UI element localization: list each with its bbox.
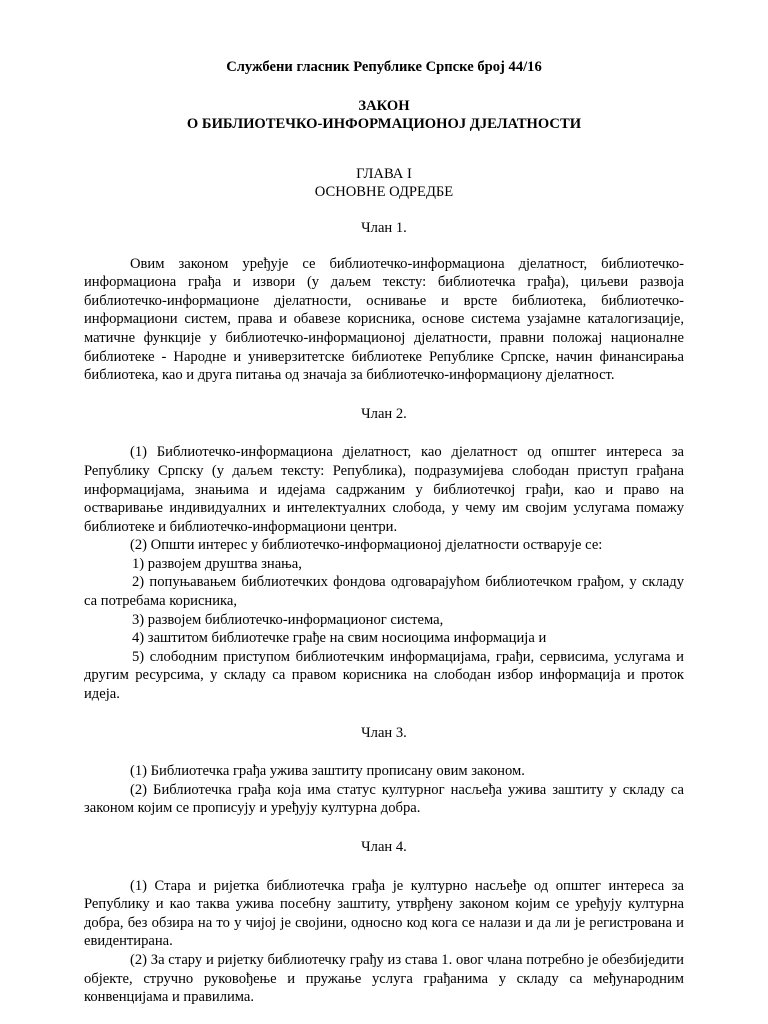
chapter-heading — [84, 165, 684, 202]
law-title — [84, 97, 684, 134]
article-2-heading: Члан 2. — [361, 405, 407, 422]
article-2-item-5: 5) слободним приступом библиотечким информацијама, грађи, сервисима, услугама и другим ресурсима, у складу са правом корисника на слободан избор информација и проток идеја. — [84, 648, 684, 703]
law-title-line-1: ЗАКОН — [358, 97, 410, 114]
article-2-item-1: 1) развојем друштва знања, — [132, 555, 302, 572]
article-2-body — [84, 443, 684, 703]
article-1-heading: Члан 1. — [361, 219, 407, 236]
article-2-item-3: 3) развојем библиотечко-информационог система, — [132, 611, 444, 628]
article-3-body — [84, 762, 684, 818]
article-3-paragraph-1: (1) Библиотечка грађа ужива заштиту прописану овим законом. — [130, 763, 525, 780]
article-3-heading: Члан 3. — [361, 724, 407, 741]
chapter-name: ОСНОВНЕ ОДРЕДБЕ — [314, 184, 454, 201]
article-2-item-2: 2) попуњавањем библиотечких фондова одговарајућом библиотечком грађом, у складу са потребама корисника, — [84, 574, 684, 610]
article-4-body — [84, 877, 684, 1007]
article-2-item-4: 4) заштитом библиотечке грађе на свим носиоцима информација и — [132, 630, 547, 647]
article-4-heading: Члан 4. — [361, 839, 407, 855]
article-4-paragraph-2: (2) За стару и ријетку библиотечку грађу из става 1. овог члана потребно је обезбиједити објекте, стручно руковођење и пружање услуга грађанима у складу са међународним конвенцијама и правилима. — [84, 951, 684, 1006]
article-1-paragraph-1: Овим законом уређује се библиотечко-информациона дјелатност, библиотечко-информациона грађа и извори (у даљем тексту: библиотечка грађа), циљеви развоја библиотечко-информационе дјелатности, оснивање и врсте библиотека, библиотечко-информациони систем, права и обавезе корисника, основе система узајамне каталогизације, матичне функције у библиотечко-информационој дјелатности, правни положај националне библиотеке - Народне и универзитетске библиотеке Републике Српске, начин финансирања библиотека, као и друга питања од значаја за библиотечко-информациону дјелатност. — [84, 255, 684, 384]
article-1-body — [84, 255, 684, 385]
article-3-paragraph-2: (2) Библиотечка грађа која има статус културног насљеђа ужива заштиту у складу са законом којим се прописују и уређују културна добра. — [84, 781, 684, 817]
chapter-number: ГЛАВА I — [356, 165, 412, 182]
gazette-reference: Службени гласник Републике Српске број 44/16 — [226, 59, 542, 75]
article-2-paragraph-2: (2) Општи интерес у библиотечко-информационој дјелатности остварује се: — [130, 537, 603, 554]
article-2-paragraph-1: (1) Библиотечко-информациона дјелатност, као дјелатност од општег интереса за Републику Српску (у даљем тексту: Република), подразумијева слободан приступ грађана информацијама, знањима и идејама садржаним у библиотечкој грађи, као и право на остваривање индивидуалних и интелектуалних слобода, у чему им својим услугама помажу библиотеке и библиотечко-информациони центри. — [84, 444, 684, 535]
law-title-line-2: О БИБЛИОТЕЧКО-ИНФОРМАЦИОНОЈ ДЈЕЛАТНОСТИ — [186, 116, 582, 133]
article-4-paragraph-1: (1) Стара и ријетка библиотечка грађа је културно насљеђе од општег интереса за Републику и као таква ужива посебну заштиту, утврђену законом којим се уређују културна добра, без обзира на то у чијој је својини, односно код кога се налази и да ли је регистрована и евидентирана. — [84, 877, 684, 950]
